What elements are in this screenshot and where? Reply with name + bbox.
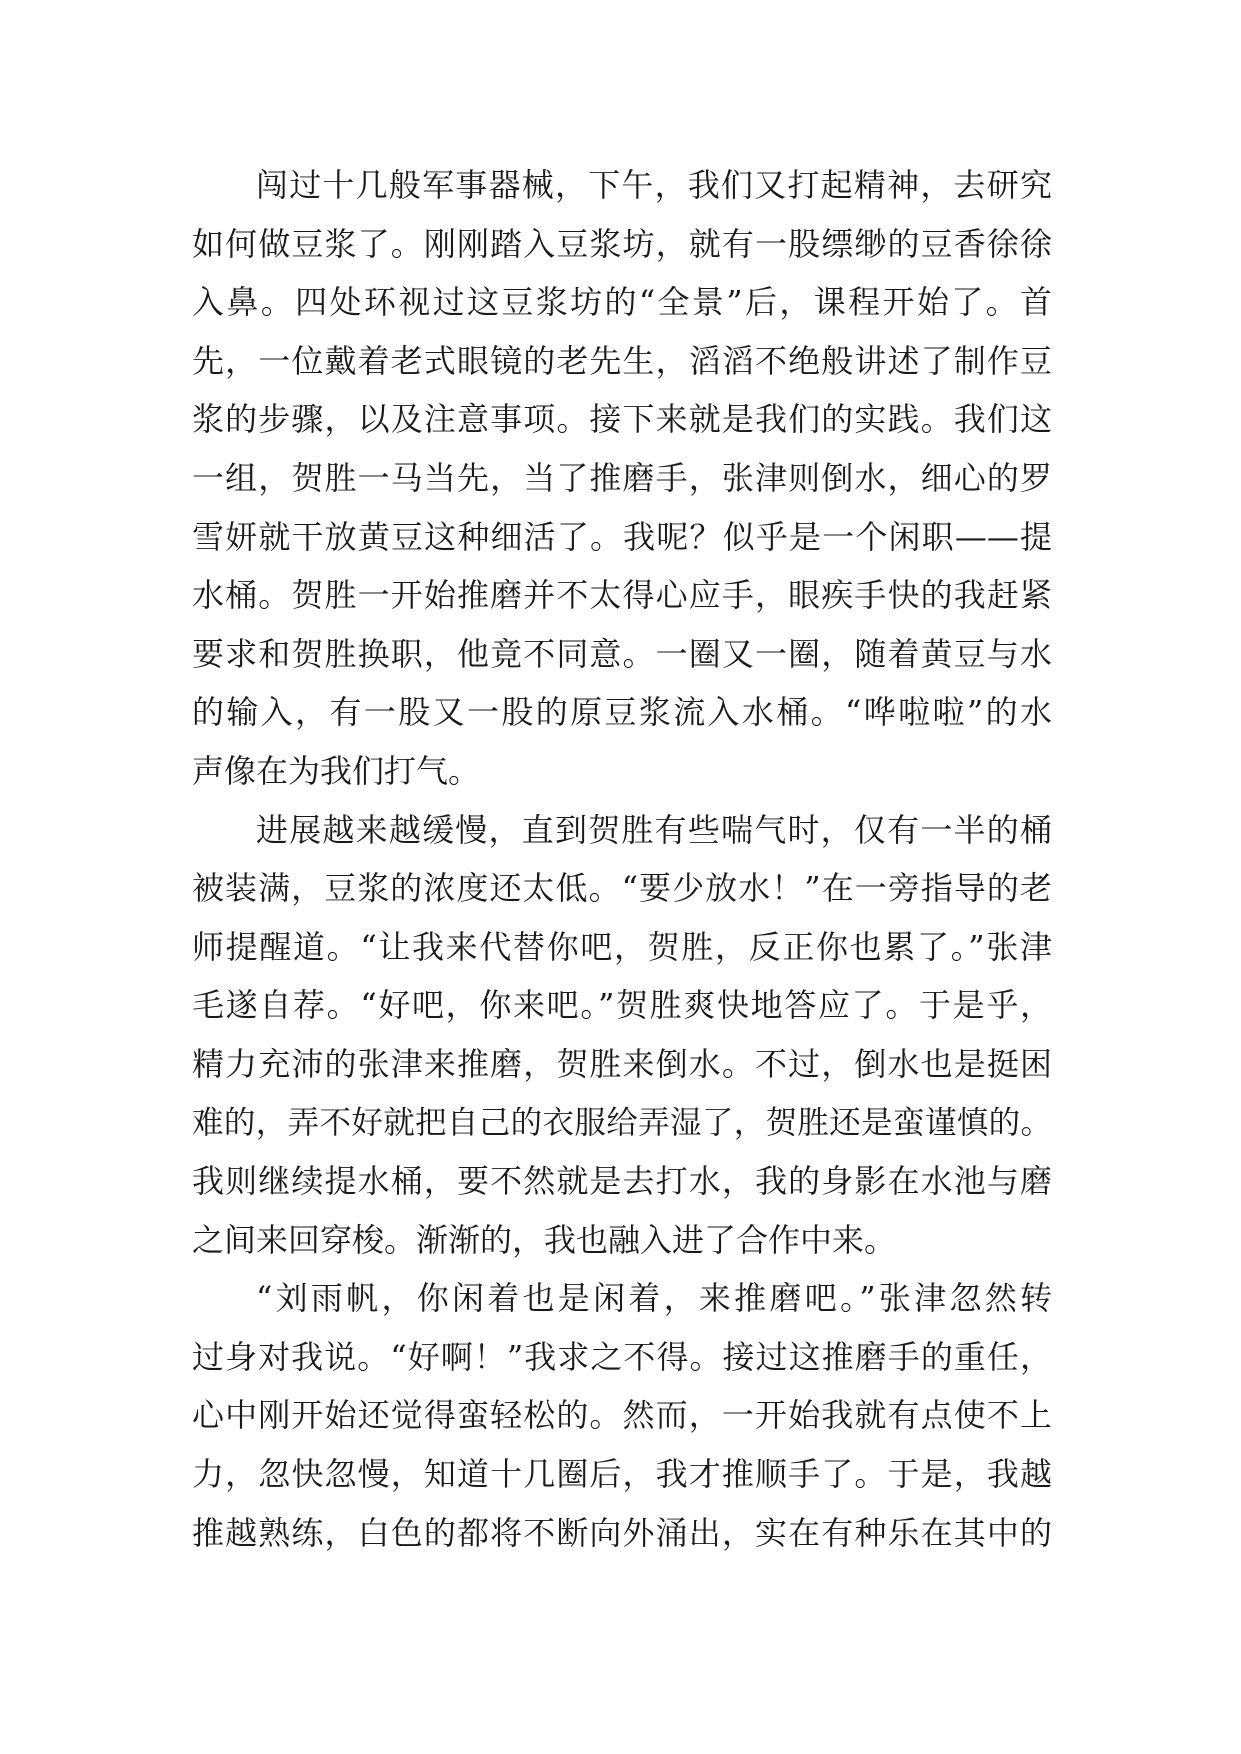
text-line: 水桶。贺胜一开始推磨并不太得心应手，眼疾手快的我赶紧 [192, 576, 1052, 615]
text-line: 雪妍就干放黄豆这种细活了。我呢？似乎是一个闲职——提 [192, 517, 1052, 556]
text-line: 要求和贺胜换职，他竟不同意。一圈又一圈，随着黄豆与水 [192, 634, 1052, 673]
paragraph-first-line: 闯过十几般军事器械，下午，我们又打起精神，去研究 [256, 166, 1052, 204]
text-line: 我则继续提水桶，要不然就是去打水，我的身影在水池与磨 [192, 1162, 1052, 1201]
text-line: 毛遂自荐。“好吧，你来吧。”贺胜爽快地答应了。于是乎， [192, 986, 1052, 1025]
text-line: 推越熟练，白色的都将不断向外涌出，实在有种乐在其中的 [192, 1513, 1052, 1552]
text-line: 力，忽快忽慢，知道十几圈后，我才推顺手了。于是，我越 [192, 1455, 1052, 1494]
paragraph-first-line: “刘雨帆，你闲着也是闲着，来推磨吧。”张津忽然转 [256, 1279, 1052, 1318]
text-line: 的输入，有一股又一股的原豆浆流入水桶。“哗啦啦”的水 [192, 693, 1052, 732]
text-line: 之间来回穿梭。渐渐的，我也融入进了合作中来。 [192, 1220, 897, 1259]
text-line: 浆的步骤，以及注意事项。接下来就是我们的实践。我们这 [192, 400, 1052, 439]
text-line: 被装满，豆浆的浓度还太低。“要少放水！”在一旁指导的老 [192, 869, 1052, 908]
text-line: 一组，贺胜一马当先，当了推磨手，张津则倒水，细心的罗 [192, 458, 1052, 497]
text-line: 先，一位戴着老式眼镜的老先生，滔滔不绝般讲述了制作豆 [192, 341, 1052, 380]
text-line: 难的，弄不好就把自己的衣服给弄湿了，贺胜还是蛮谨慎的。 [192, 1104, 1052, 1141]
paragraph-first-line: 进展越来越缓慢，直到贺胜有些喘气时，仅有一半的桶 [256, 810, 1052, 849]
text-line: 师提醒道。“让我来代替你吧，贺胜，反正你也累了。”张津 [192, 927, 1052, 966]
text-line: 过身对我说。“好啊！”我求之不得。接过这推磨手的重任， [192, 1337, 1052, 1376]
text-line: 入鼻。四处环视过这豆浆坊的“全景”后，课程开始了。首 [192, 283, 1052, 322]
text-line: 心中刚开始还觉得蛮轻松的。然而，一开始我就有点使不上 [192, 1396, 1052, 1435]
text-line: 精力充沛的张津来推磨，贺胜来倒水。不过，倒水也是挺困 [192, 1044, 1052, 1083]
text-line: 声像在为我们打气。 [192, 751, 481, 790]
essay-body [192, 156, 1052, 1562]
text-line: 如何做豆浆了。刚刚踏入豆浆坊，就有一股缥缈的豆香徐徐 [192, 224, 1052, 263]
